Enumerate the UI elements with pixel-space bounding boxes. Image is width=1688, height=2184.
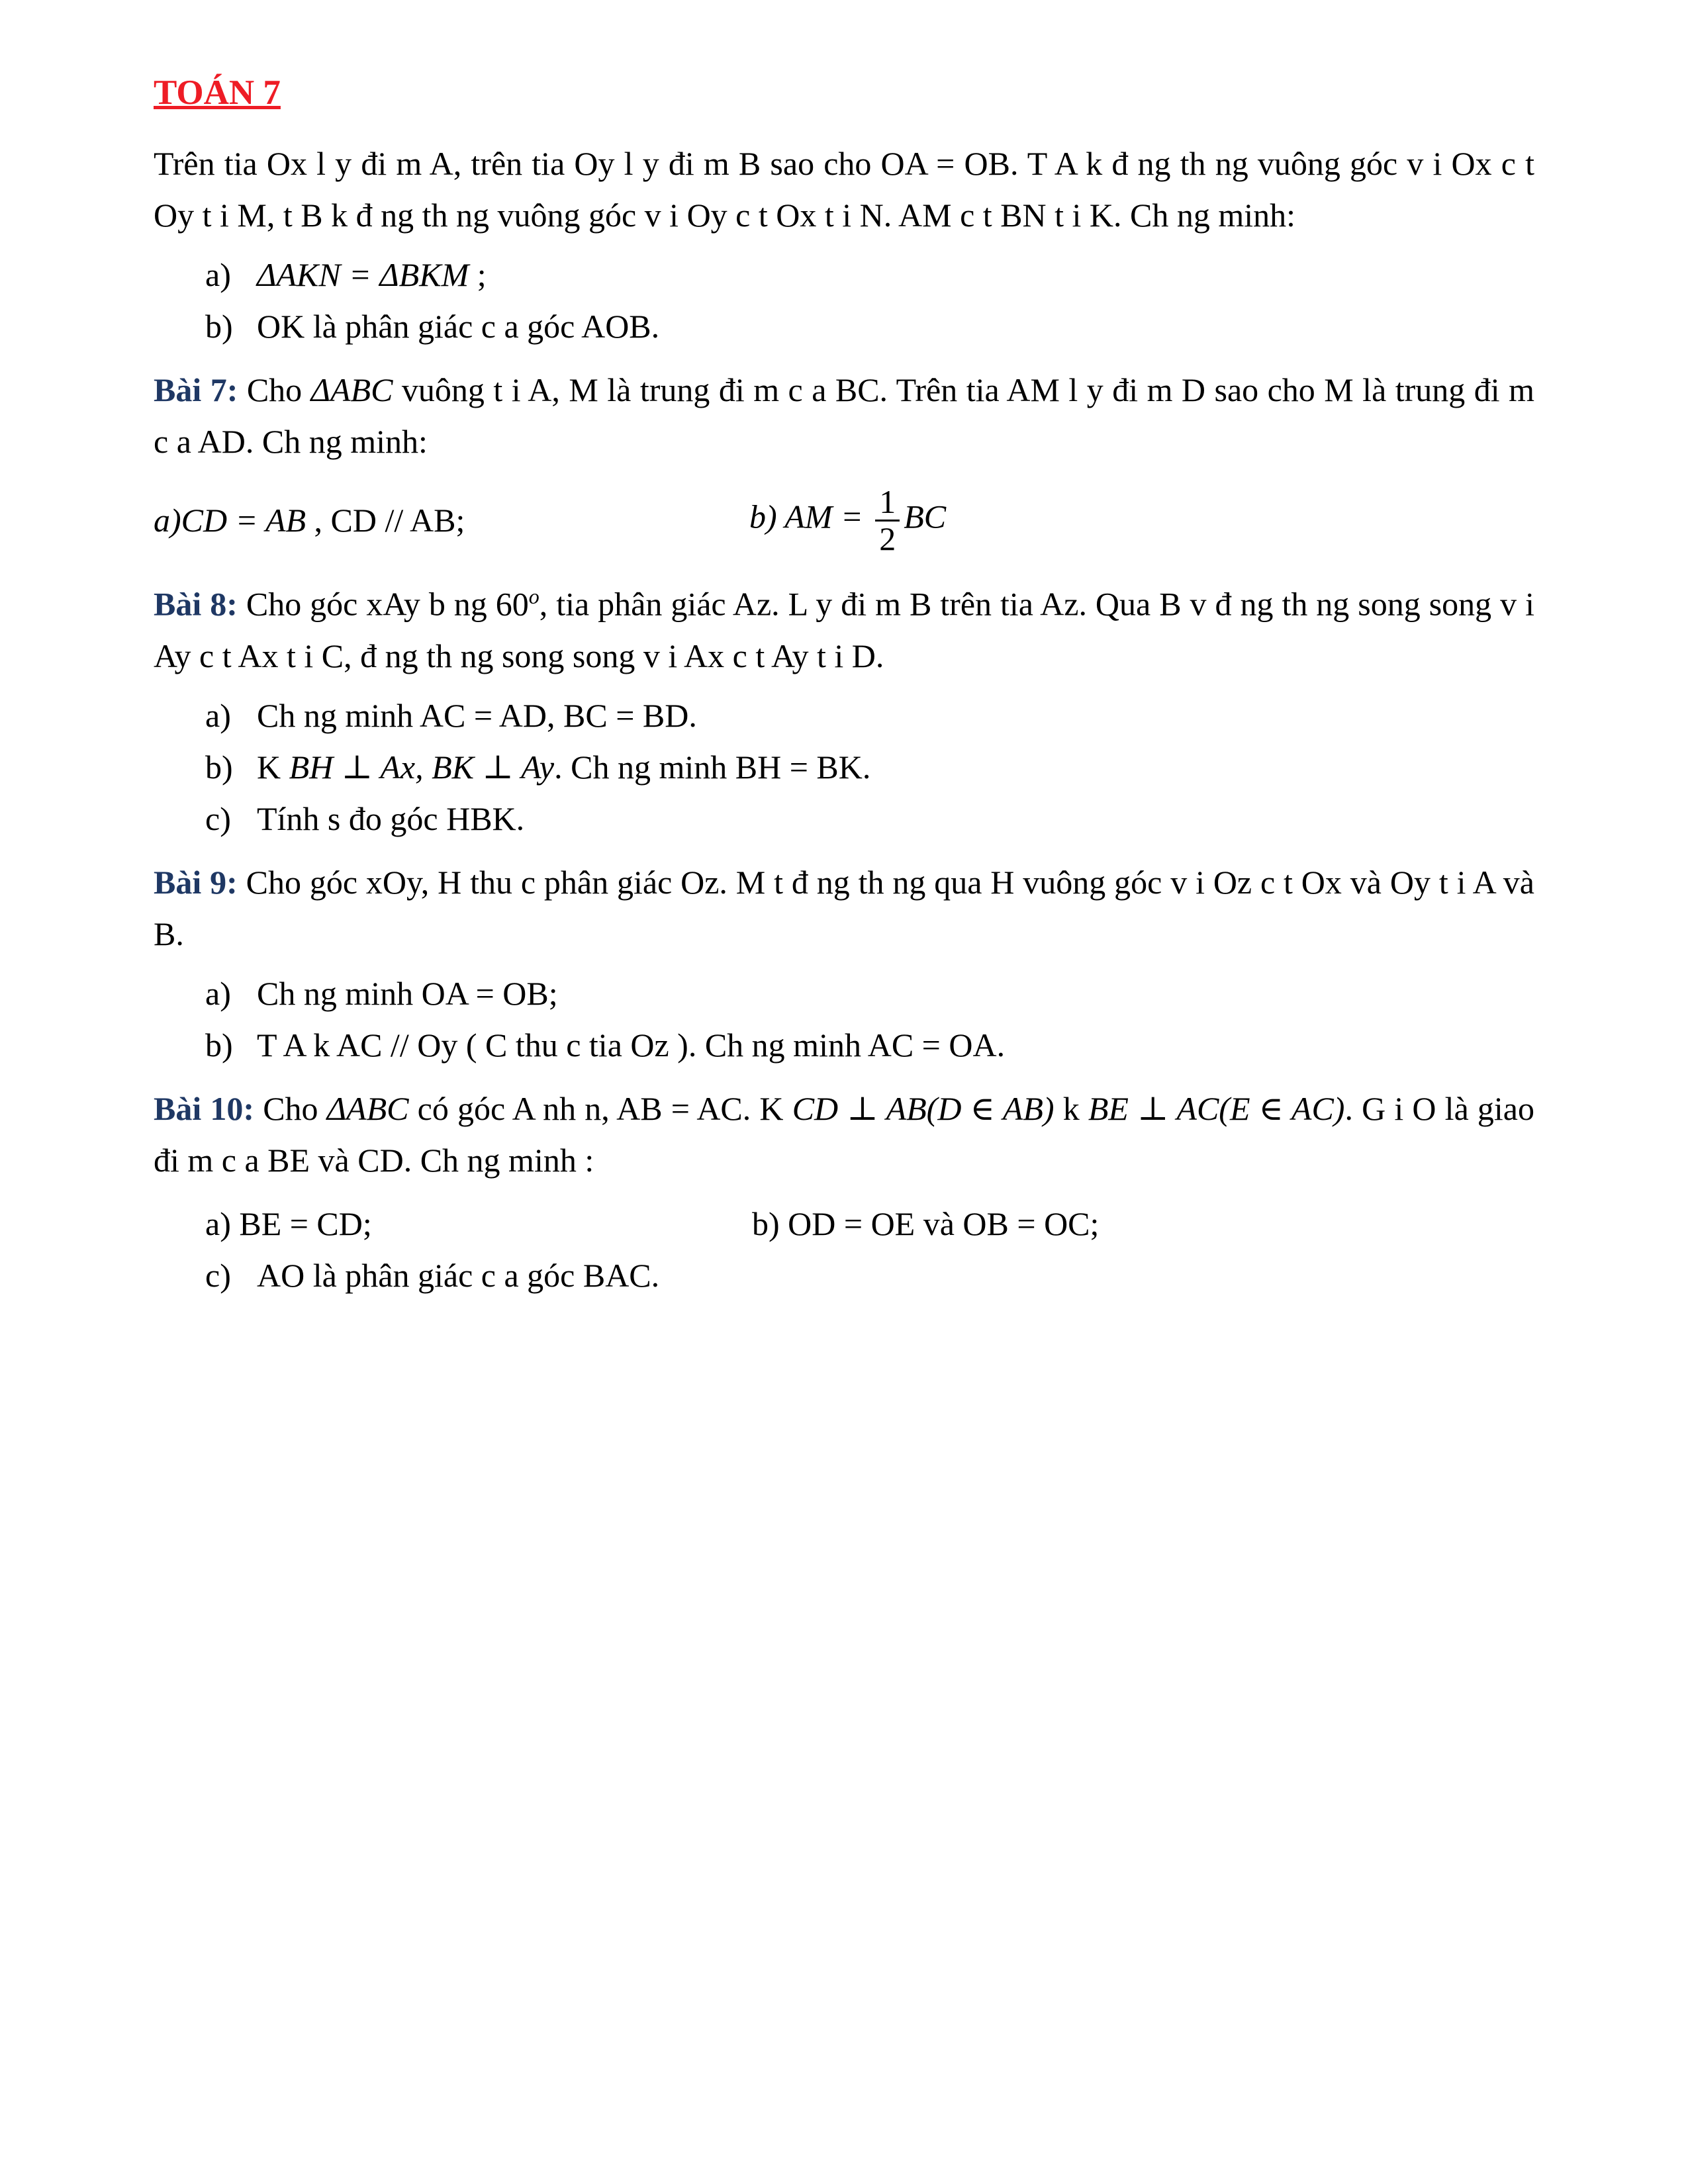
list-item bbox=[205, 741, 1534, 793]
part-b: b) OD = OE và OB = OC; bbox=[752, 1205, 1100, 1242]
item-label: a) bbox=[205, 696, 231, 734]
math-expression: a)CD = AB bbox=[154, 502, 306, 539]
exercise-9 bbox=[154, 856, 1534, 960]
exercise-10 bbox=[154, 1083, 1534, 1186]
item-text: ; bbox=[469, 256, 487, 293]
math-expression: BH ⊥ Ax, BK ⊥ Ay bbox=[289, 748, 555, 786]
item-label: a) bbox=[205, 974, 231, 1012]
exercise-label: Bài 7: bbox=[154, 371, 238, 408]
exercise-text: k bbox=[1054, 1089, 1088, 1127]
math-expression: BC bbox=[904, 498, 947, 535]
item-label: b) bbox=[205, 1026, 233, 1064]
list-item bbox=[205, 968, 1534, 1019]
exercise-7 bbox=[154, 364, 1534, 467]
intro-list bbox=[154, 249, 1534, 352]
math-expression: BE ⊥ AC(E ∈ AC) bbox=[1088, 1089, 1345, 1127]
exercise-7-parts bbox=[154, 484, 1534, 556]
item-text: Ch ng minh AC = AD, BC = BD. bbox=[257, 696, 697, 734]
degree-symbol: o bbox=[528, 584, 539, 608]
item-text: Tính s đo góc HBK. bbox=[257, 799, 525, 837]
item-label: c) bbox=[205, 799, 231, 837]
item-text: . Ch ng minh BH = BK. bbox=[554, 748, 871, 786]
list-item bbox=[205, 793, 1534, 844]
exercise-text: , tia phân giác Az. L y đi m B trên tia Az. Qua B v đ ng th ng song song v i Ay c t Ax t i C, đ ng th ng song song v i Ax c t Ay t i D. bbox=[154, 585, 1534, 674]
item-text: T A k AC // Oy ( C thu c tia Oz ). Ch ng minh AC = OA. bbox=[257, 1026, 1006, 1064]
fraction-numerator: 1 bbox=[875, 484, 900, 522]
fraction-denominator: 2 bbox=[879, 520, 896, 557]
item-text: K bbox=[257, 748, 289, 786]
part-a: a) BE = CD; bbox=[205, 1205, 372, 1242]
item-label: b) bbox=[205, 308, 233, 345]
intro-problem-text: Trên tia Ox l y đi m A, trên tia Oy l y đi m B sao cho OA = OB. T A k đ ng th ng vuông góc v i Ox c t Oy t i M, t B k đ ng th ng vuông góc v i Oy c t Ox t i N. AM c t BN t i K. Ch ng minh: bbox=[154, 145, 1534, 234]
exercise-text: . G i O là giao đi m c a BE và CD. Ch ng minh : bbox=[154, 1089, 1534, 1179]
fraction bbox=[875, 484, 900, 556]
part-text: , CD // AB; bbox=[306, 502, 465, 539]
list-item bbox=[205, 300, 1534, 352]
part-b bbox=[749, 484, 946, 556]
exercise-label: Bài 8: bbox=[154, 585, 238, 623]
exercise-text: Cho bbox=[254, 1089, 327, 1127]
exercise-text: Cho góc xAy b ng bbox=[237, 585, 496, 623]
exercise-8 bbox=[154, 570, 1534, 682]
list-item bbox=[205, 690, 1534, 741]
exercise-9-list bbox=[154, 968, 1534, 1071]
part-a bbox=[154, 501, 749, 539]
math-expression: ΔAKN = ΔBKM bbox=[257, 256, 469, 293]
item-text: AO là phân giác c a góc BAC. bbox=[257, 1256, 660, 1294]
exercise-label: Bài 9: bbox=[154, 863, 238, 901]
list-item bbox=[205, 1019, 1534, 1071]
item-label: c) bbox=[205, 1256, 231, 1294]
list-item bbox=[205, 1250, 1534, 1301]
exercise-10-list bbox=[154, 1250, 1534, 1301]
document-content bbox=[154, 73, 1534, 1313]
exercise-text: Cho bbox=[238, 371, 311, 408]
item-label: a) bbox=[205, 256, 231, 293]
exercise-label: Bài 10: bbox=[154, 1089, 255, 1127]
math-expression: b) AM = bbox=[749, 498, 863, 535]
exercise-10-parts-ab bbox=[154, 1198, 1534, 1250]
exercise-text: vuông t i A, M là trung đi m c a BC. Trên tia AM l y đi m D sao cho M là trung đi m c a AD. Ch ng minh: bbox=[154, 371, 1534, 460]
degree-value: 60 bbox=[495, 585, 529, 623]
item-text: Ch ng minh OA = OB; bbox=[257, 974, 558, 1012]
exercise-8-list bbox=[154, 690, 1534, 844]
math-expression: CD ⊥ AB(D ∈ AB) bbox=[792, 1089, 1055, 1127]
item-text: OK là phân giác c a góc AOB. bbox=[257, 308, 660, 345]
exercise-text: có góc A nh n, AB = AC. K bbox=[408, 1089, 792, 1127]
exercise-text: Cho góc xOy, H thu c phân giác Oz. M t đ ng th ng qua H vuông góc v i Oz c t Ox và Oy t i A và B. bbox=[154, 863, 1534, 952]
list-item bbox=[205, 249, 1534, 300]
page-title: TOÁN 7 bbox=[154, 73, 281, 112]
math-expression: ΔABC bbox=[310, 371, 393, 408]
item-label: b) bbox=[205, 748, 233, 786]
math-expression: ΔABC bbox=[326, 1089, 409, 1127]
